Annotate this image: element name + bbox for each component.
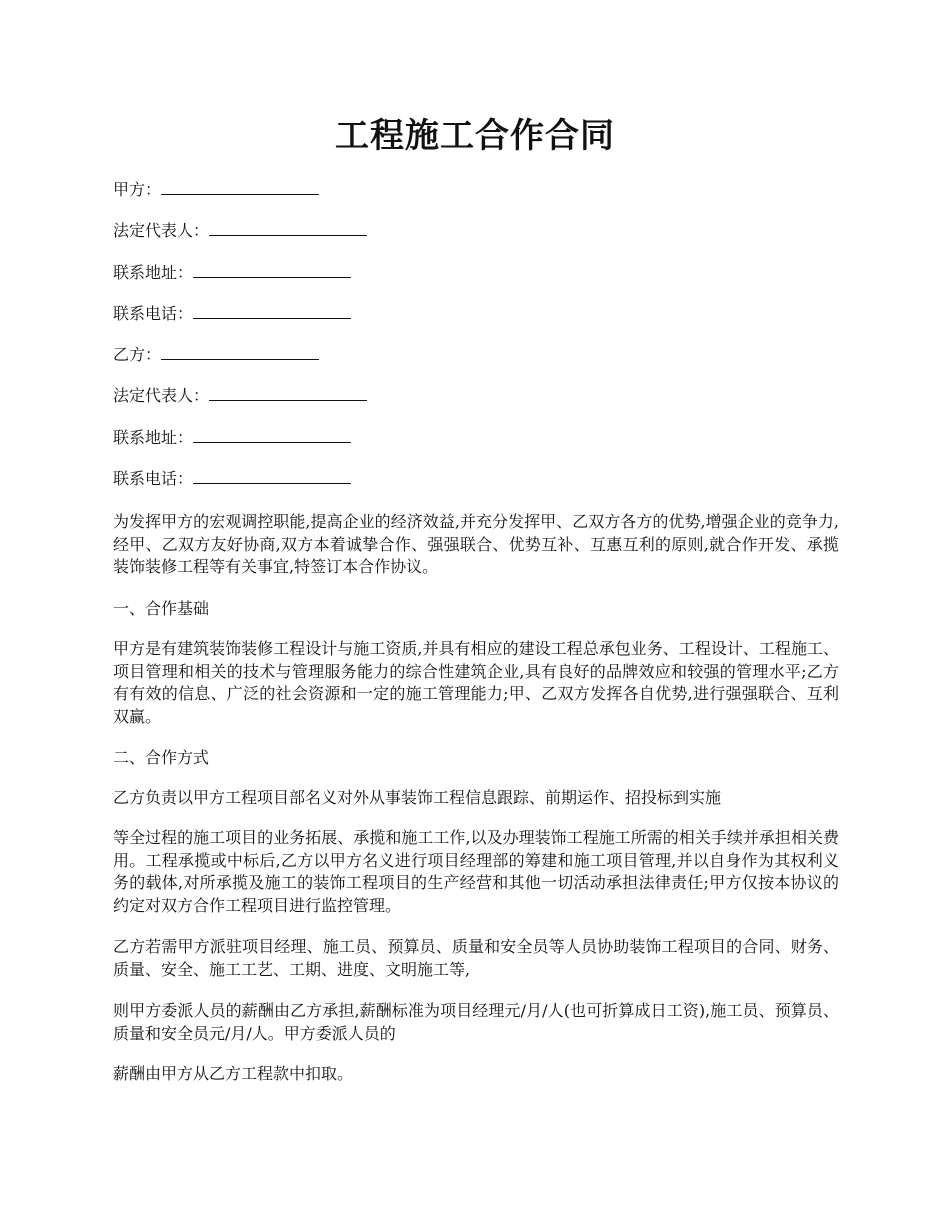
party-b-address-label: 联系地址： <box>113 427 194 447</box>
document-title: 工程施工合作合同 <box>335 116 615 156</box>
party-b-address-blank <box>193 426 351 443</box>
party-a-address-label: 联系地址： <box>113 262 194 282</box>
party-a-name-line <box>113 178 837 200</box>
intro-paragraph: 为发挥甲方的宏观调控职能,提高企业的经济效益,并充分发挥甲、乙双方各方的优势,增强企业的竞争力,经甲、乙双方友好协商,双方本着诚挚合作、强强联合、优势互补、互惠互利的原则,就合作开发、承揽装饰装修工程等有关事宜,特签订本合作协议。 <box>113 512 839 576</box>
party-b-blank <box>161 343 319 360</box>
party-a-phone-blank <box>193 302 351 319</box>
party-b-representative-line <box>113 384 837 406</box>
party-info-list <box>113 178 837 508</box>
section-2-paragraph-4: 则甲方委派人员的薪酬由乙方承担,薪酬标准为项目经理元/月/人(也可折算成日工资),施工员、预算员、质量和安全员元/月/人。甲方委派人员的 <box>113 1001 839 1043</box>
party-b-phone-label: 联系电话： <box>113 469 194 489</box>
section-2-paragraph-3: 乙方若需甲方派驻项目经理、施工员、预算员、质量和安全员等人员协助装饰工程项目的合同、财务、质量、安全、施工工艺、工期、进度、文明施工等, <box>113 937 839 979</box>
party-b-phone-blank <box>193 467 351 484</box>
party-a-representative-blank <box>209 219 367 236</box>
section-1-paragraph: 甲方是有建筑装饰装修工程设计与施工资质,并具有相应的建设工程总承包业务、工程设计、工程施工、项目管理和相关的技术与管理服务能力的综合性建筑企业,具有良好的品牌效应和较强的管理水平;乙方有有效的信息、广泛的社会资源和一定的施工管理能力;甲、乙双方发挥各自优势,进行强强联合、互利双赢。 <box>113 639 839 726</box>
party-a-blank <box>161 178 319 195</box>
section-1-heading: 一、合作基础 <box>113 599 210 618</box>
party-a-phone-line <box>113 302 837 324</box>
party-b-name-line <box>113 343 837 365</box>
party-b-phone-line <box>113 467 837 489</box>
party-a-phone-label: 联系电话： <box>113 303 194 323</box>
section-2-paragraph-1: 乙方负责以甲方工程项目部名义对外从事装饰工程信息跟踪、前期运作、招投标到实施 <box>113 788 722 807</box>
party-b-representative-label: 法定代表人： <box>113 386 210 406</box>
party-b-representative-blank <box>209 384 367 401</box>
party-a-address-line <box>113 261 837 283</box>
section-2-paragraph-5: 薪酬由甲方从乙方工程款中扣取。 <box>113 1064 354 1083</box>
party-a-representative-label: 法定代表人： <box>113 221 210 241</box>
section-2-heading: 二、合作方式 <box>113 748 210 767</box>
party-b-label: 乙方： <box>113 345 162 365</box>
section-2-paragraph-2: 等全过程的施工项目的业务拓展、承揽和施工工作,以及办理装饰工程施工所需的相关手续并承担相关费用。工程承揽或中标后,乙方以甲方名义进行项目经理部的筹建和施工项目管理,并以自身作为其权利义务的载体,对所承揽及施工的装饰工程项目的生产经营和其他一切活动承担法律责任;甲方仅按本协议的约定对双方合作工程项目进行监控管理。 <box>113 828 839 915</box>
party-b-address-line <box>113 426 837 448</box>
party-a-address-blank <box>193 261 351 278</box>
party-a-label: 甲方： <box>113 180 162 199</box>
party-a-representative-line <box>113 219 837 241</box>
